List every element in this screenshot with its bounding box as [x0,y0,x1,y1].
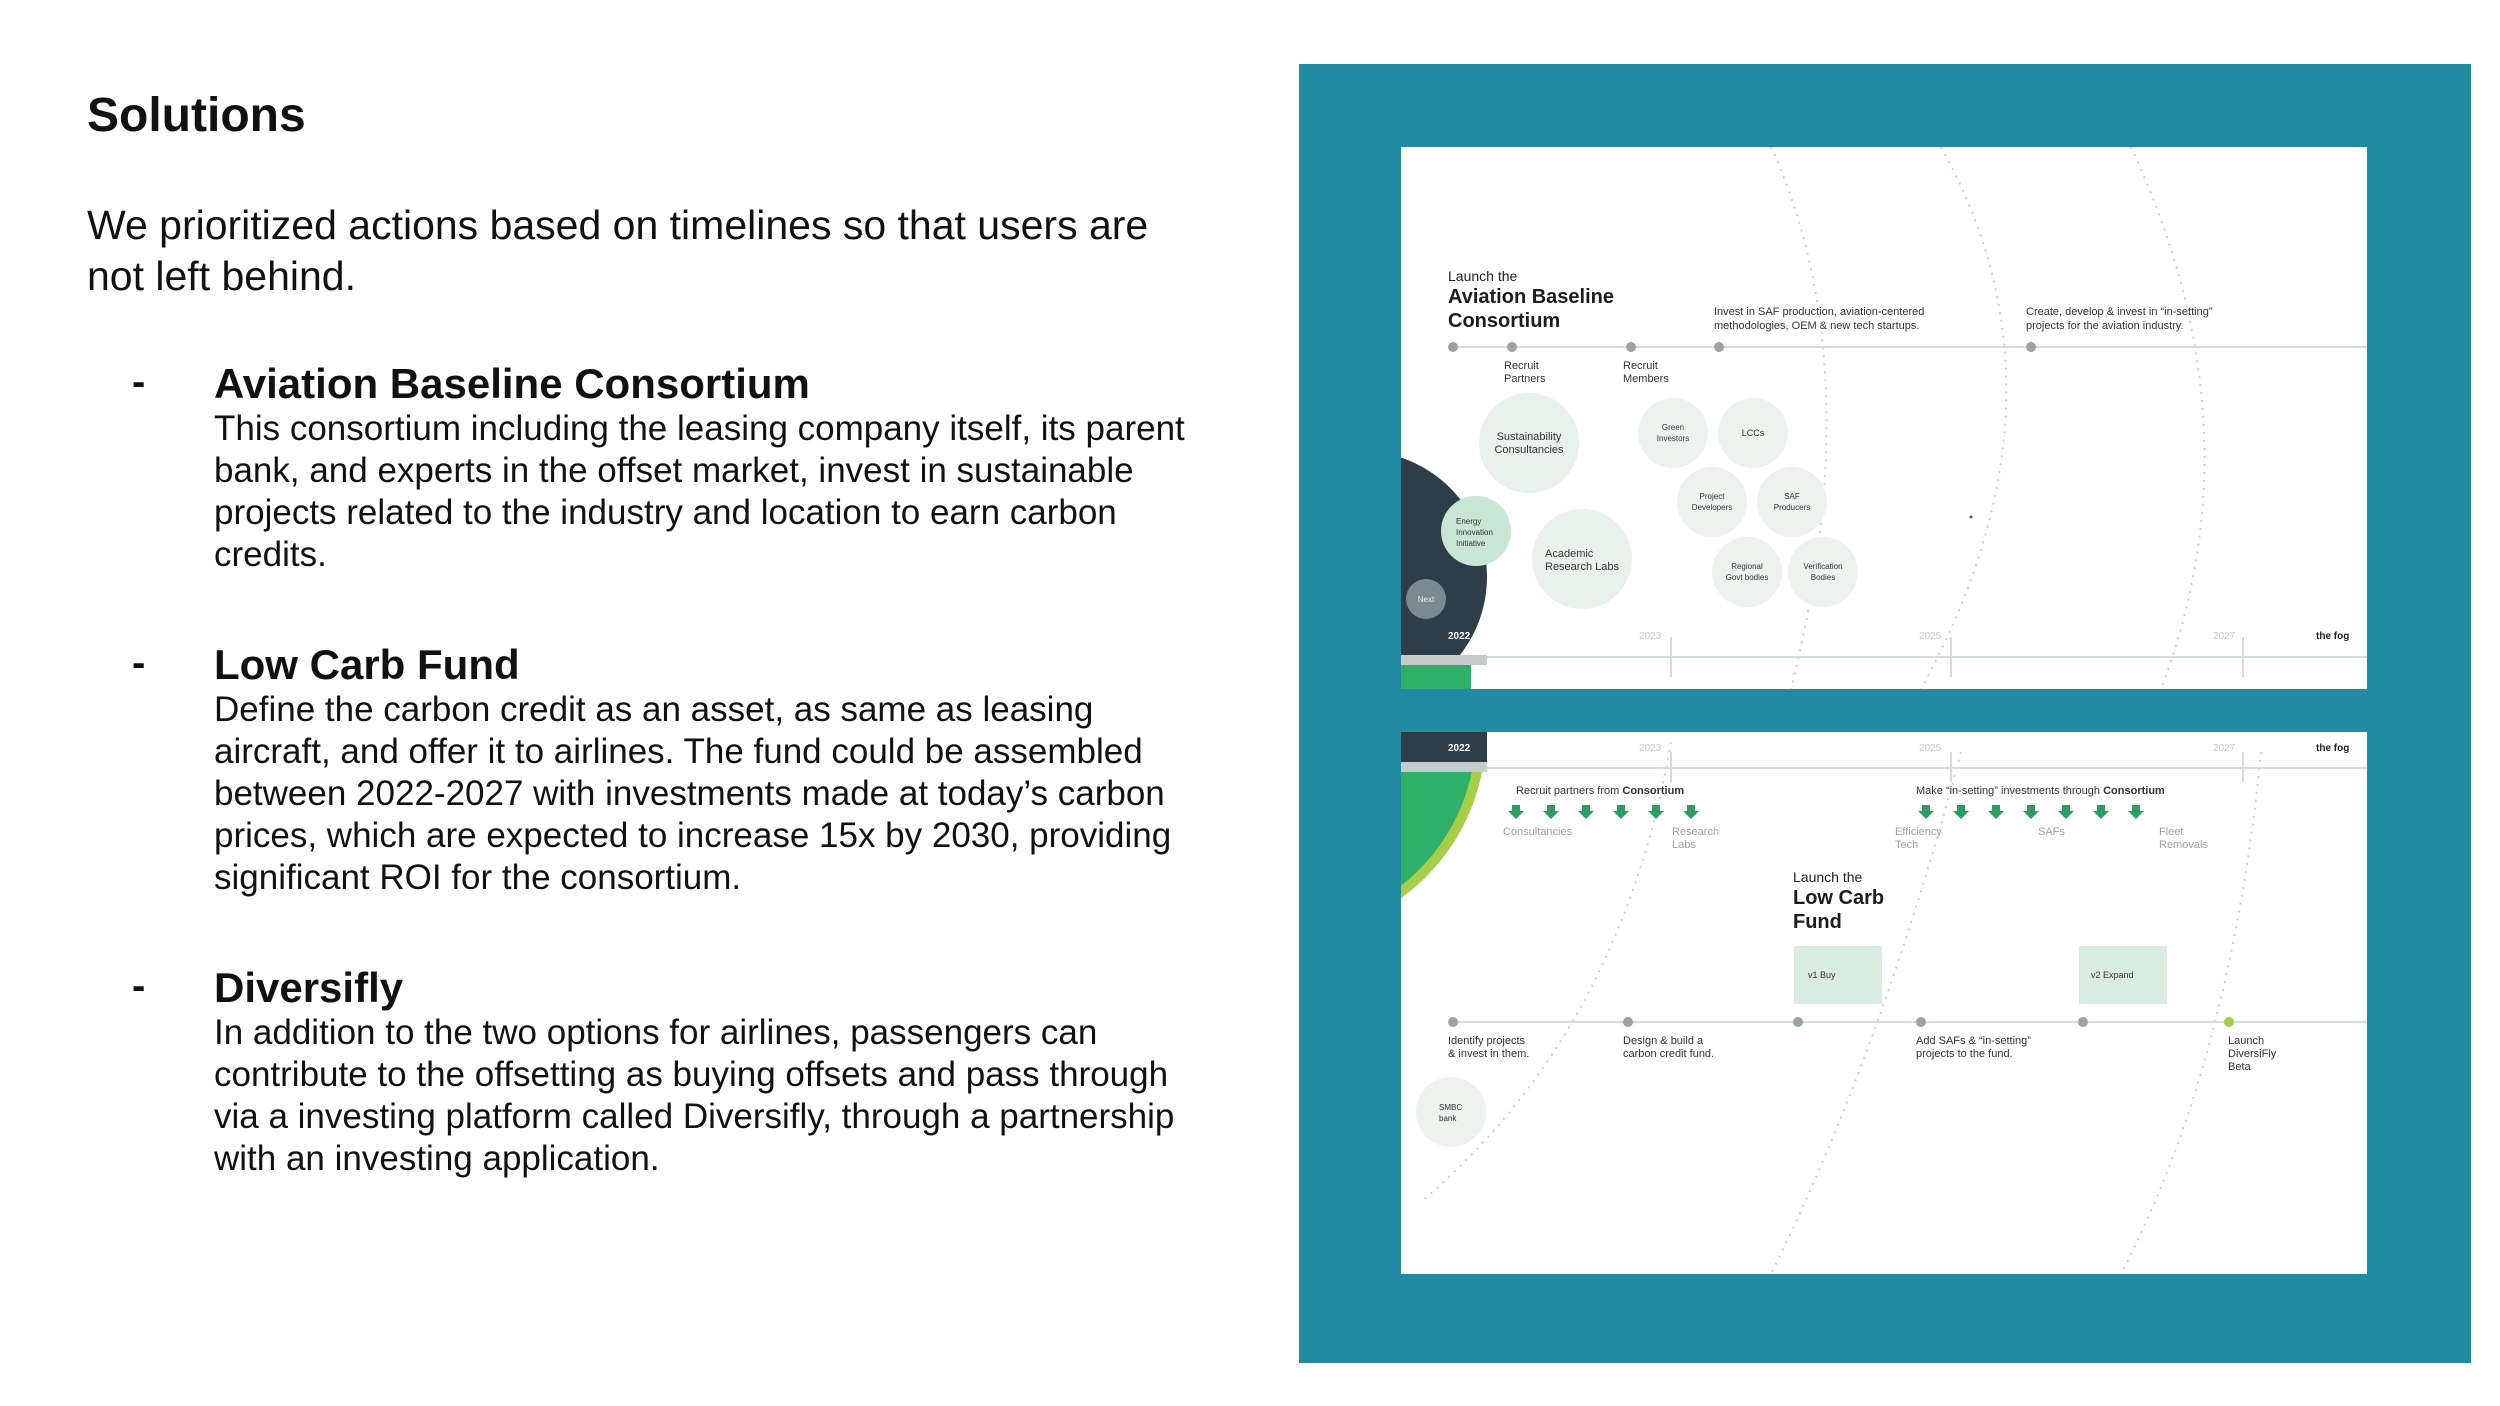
bubble-smbc [1416,1077,1486,1147]
year-label: 2023 [1639,631,1662,642]
category-label: Removals [2159,839,2208,851]
step-label: Beta [2228,1061,2251,1073]
category-label: Consultancies [1503,826,1573,838]
svg-text:Green: Green [1661,423,1685,432]
launch-title: Consortium [1448,310,1561,332]
svg-text:Developers: Developers [1691,503,1733,512]
v2-label: v2 Expand [2091,970,2134,980]
dotted-arc [2131,147,2204,689]
launch-title: Fund [1793,911,1842,933]
svg-text:Innovation: Innovation [1456,528,1493,537]
brand-label: the fog [2316,743,2350,754]
year-label: 2022 [1448,743,1471,754]
svg-text:SMBC: SMBC [1439,1103,1463,1112]
arrow-row [1508,805,2144,819]
brand-label: the fog [2316,631,2350,642]
bullet-dash: - [132,360,146,404]
bullet-title: Low Carb Fund [214,641,520,688]
svg-text:Bodies: Bodies [1810,573,1836,582]
intro-text: We prioritized actions based on timelines so that users are not left behind. [87,202,1149,299]
svg-text:Sustainability: Sustainability [1496,431,1562,443]
bullet-body: Define the carbon credit as an asset, as same as leasing aircraft, and offer it to airlines. The fund could be assembled between 2022-2027 with investments made at today’s carbon prices, which are expected to increase 15x by 2030, providing significant ROI for the consortium. [214,690,1172,897]
timeline-card-low-carb-fund [1401,732,2367,1274]
bubble-green-investors [1638,398,1708,468]
recruit-label: Members [1623,373,1669,385]
launch-pre: Launch the [1793,869,1863,885]
step-label: & invest in them. [1448,1048,1530,1060]
svg-text:Verification: Verification [1803,562,1843,571]
step-label: Identify projects [1448,1035,1526,1047]
bubble-verification [1788,537,1858,607]
year-label: 2027 [2213,743,2236,754]
bullet-body: In addition to the two options for airlines, passengers can contribute to the offsetting as buying offsets and pass through via a investing platform called Diversifly, through a partnership with an investing application. [214,1013,1175,1178]
year-label: 2025 [1919,743,1942,754]
svg-text:Next: Next [1417,595,1435,604]
timeline-dark-circle [1401,451,1487,689]
svg-text:Consultancies: Consultancies [1494,444,1564,456]
svg-text:Project: Project [1699,492,1725,501]
svg-text:Investors: Investors [1656,434,1690,443]
bullet-low-carb-fund [87,641,1227,899]
recruit-label: Recruit [1623,360,1658,372]
category-label: Research [1672,826,1720,838]
bullet-aviation-baseline [87,360,1227,576]
note-text: methodologies, OEM & new tech startups. [1714,320,1920,332]
svg-text:SAF: SAF [1784,492,1800,501]
bubble-project-developers [1677,467,1747,537]
svg-text:Initiative: Initiative [1456,539,1486,548]
bubble-sustainability [1479,393,1579,493]
year-label: 2023 [1639,743,1662,754]
step-label: carbon credit fund. [1623,1048,1715,1060]
category-label: Tech [1895,839,1919,851]
make-insetting-label: Make “in-setting” investments through Consortium [1916,785,2165,797]
category-label: Labs [1672,839,1696,851]
svg-text:bank: bank [1439,1114,1457,1123]
bubble-regional-govt [1712,537,1782,607]
category-label: Fleet [2159,826,2184,838]
bullet-title: Aviation Baseline Consortium [214,360,810,407]
step-label: Design & build a [1623,1035,1704,1047]
category-label: SAFs [2038,826,2065,838]
diversifly-dot [2224,1017,2234,1027]
step-label: Launch [2228,1035,2265,1047]
category-label: Efficiency [1895,826,1942,838]
slide-title: Solutions [87,89,306,142]
svg-text:Govt bodies: Govt bodies [1725,573,1769,582]
svg-text:Producers: Producers [1773,503,1811,512]
svg-text:Energy: Energy [1456,517,1482,526]
year-label: 2022 [1448,631,1471,642]
timeline-card-consortium [1401,147,2367,689]
step-label: Add SAFs & “in-setting” [1916,1035,2031,1047]
recruit-label: Partners [1504,373,1546,385]
bullet-title: Diversifly [214,964,404,1011]
bullet-body: This consortium including the leasing company itself, its parent bank, and experts in the offset market, invest in sustainable projects related to the industry and location to earn carbon credits. [214,409,1185,574]
bullet-dash: - [132,641,146,685]
bullet-diversifly [87,964,1227,1180]
launch-title: Low Carb [1793,887,1885,909]
image-panel [1299,64,2471,1363]
recruit-label: Recruit [1504,360,1539,372]
svg-text:Research Labs: Research Labs [1545,561,1619,573]
year-label: 2027 [2213,631,2236,642]
svg-text:Academic: Academic [1545,548,1594,560]
note-text: Invest in SAF production, aviation-centered [1714,306,1925,318]
launch-title: Aviation Baseline [1448,286,1614,308]
recruit-from-label: Recruit partners from Consortium [1516,785,1685,797]
svg-text:Regional: Regional [1731,562,1763,571]
step-label: DiversiFly [2228,1048,2277,1060]
note-text: Create, develop & invest in “in-setting” [2026,306,2213,318]
bullet-dash: - [132,964,146,1008]
v1-label: v1 Buy [1808,970,1836,980]
svg-text:LCCs: LCCs [1741,428,1765,438]
step-label: projects to the fund. [1916,1048,2013,1060]
year-label: 2025 [1919,631,1942,642]
note-text: projects for the aviation industry. [2026,320,2184,332]
dotted-arc [1921,147,2006,689]
launch-pre: Launch the [1448,268,1518,284]
bubble-saf-producers [1757,467,1827,537]
